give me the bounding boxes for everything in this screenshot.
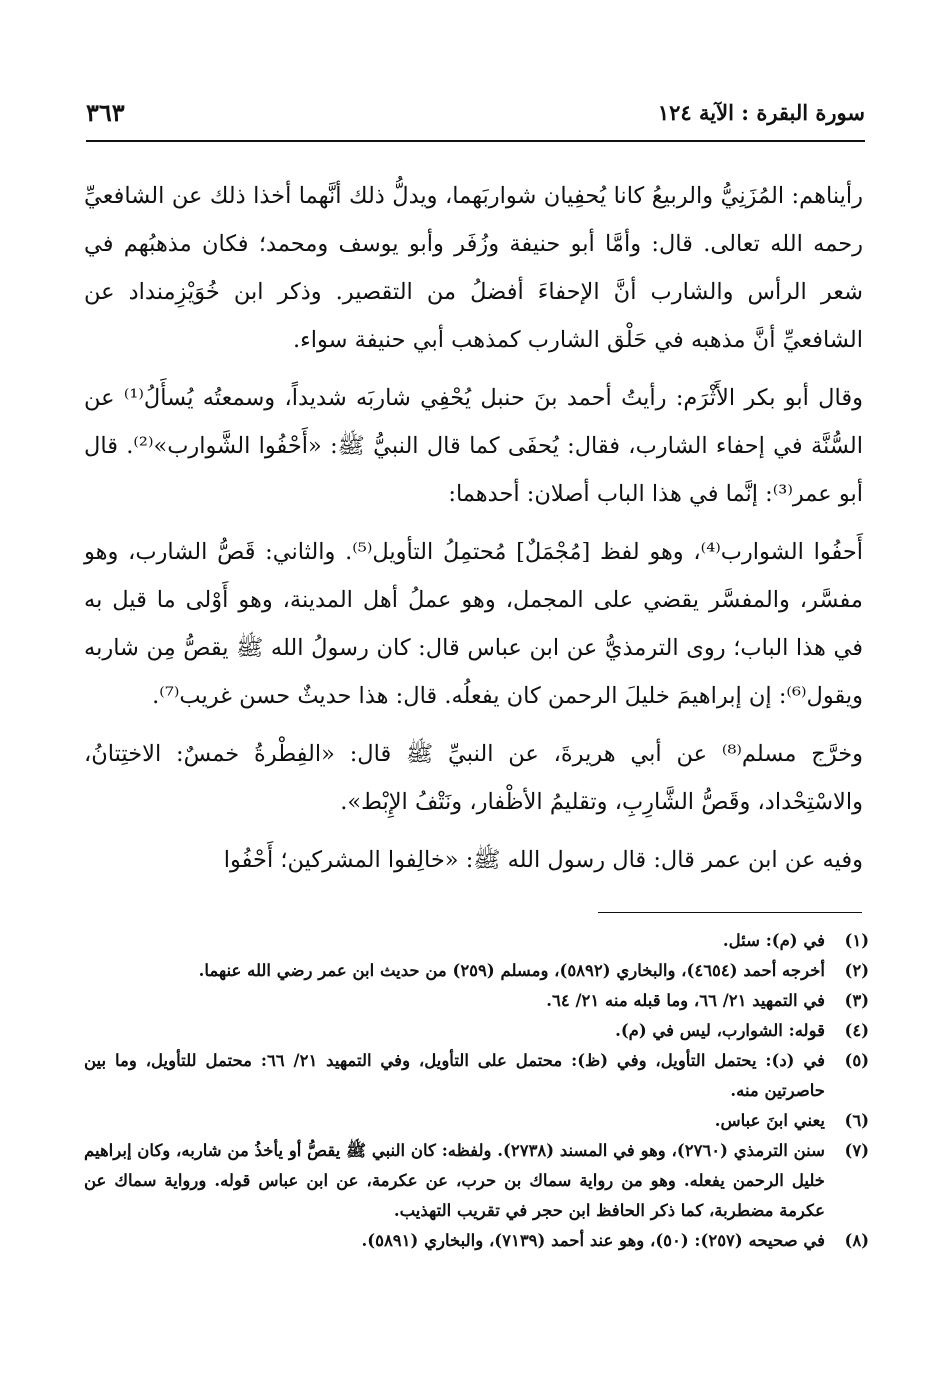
footnote-number: (٢) xyxy=(844,961,869,980)
footnote xyxy=(84,1226,869,1256)
paragraph: رأيناهم: المُزَنِيُّ والربيعُ كانا يُحفِيان شواربَهما، ويدلُّ ذلك أنَّهما أخذا ذلك عن الشافعيِّ رحمه الله تعالى. قال: وأمَّا أبو حنيفة وزُفَر وأبو يوسف ومحمد؛ فكان مذهبُهم في شعر الرأس والشارب أنَّ الإحفاءَ أفضلُ من التقصير. وذكر ابن خُوَيْزِمنداد عن الشافعيِّ أنَّ مذهبه في حَلْق الشارب كمذهب أبي حنيفة سواء. xyxy=(84,183,863,353)
footnote xyxy=(84,1136,869,1226)
footnote-number: (٣) xyxy=(844,991,869,1010)
footnote-text: يعني ابنَ عباس. xyxy=(714,1111,825,1130)
footnote xyxy=(84,1106,869,1136)
footnote-text: في صحيحه (٢٥٧): (٥٠)، وهو عند أحمد (٧١٣٩)، والبخاري (٥٨٩١). xyxy=(361,1231,825,1250)
footnote-number: (٨) xyxy=(844,1231,869,1250)
page-number: ٣٦٣ xyxy=(86,98,125,127)
footnote-number: (٦) xyxy=(844,1111,869,1130)
footnote-number: (٥) xyxy=(844,1051,869,1070)
paragraph: وقال أبو بكر الأَثْرَم: رأيتُ أحمد بنَ حنبل يُحْفِي شاربَه شديداً، وسمعتُه يُسأَلُ⁽¹⁾ عن السُّنَّة في إحفاء الشارب، فقال: يُحفَى كما قال النبيُّ ﷺ: «أَحْفُوا الشَّوارب»⁽²⁾. قال أبو عمر⁽³⁾: إنَّما في هذا الباب أصلان: أحدهما: xyxy=(84,385,863,507)
footnote-text: أخرجه أحمد (٤٦٥٤)، والبخاري (٥٨٩٢)، ومسلم (٢٥٩) من حديث ابن عمر رضي الله عنهما. xyxy=(198,961,825,980)
footnote-number: (٧) xyxy=(844,1141,869,1160)
footnote xyxy=(84,1046,869,1106)
footnote-text: في (د): يحتمل التأويل، وفي (ظ): محتمل على التأويل، وفي التمهيد ٢١/ ٦٦: محتمل للتأويل، وما بين حاصرتين منه. xyxy=(84,1051,825,1100)
footnotes xyxy=(84,926,869,1256)
footnote-text: في (م): سئل. xyxy=(722,931,825,950)
footnote-text: قوله: الشوارب، ليس في (م). xyxy=(615,1021,825,1040)
paragraph: أَحفُوا الشوارب⁽⁴⁾، وهو لفظ [مُجْمَلٌ] مُحتمِلُ التأويل⁽⁵⁾. والثاني: قَصُّ الشارب، وهو مفسَّر، والمفسَّر يقضي على المجمل، وهو عملُ أهل المدينة، وهو أَوْلى ما قيل به في هذا الباب؛ روى الترمذيُّ عن ابن عباس قال: كان رسولُ الله ﷺ يقصُّ مِن شاربه ويقول⁽⁶⁾: إن إبراهيمَ خليلَ الرحمن كان يفعلُه. قال: هذا حديثٌ حسن غريب⁽⁷⁾. xyxy=(84,539,863,709)
footnote-number: (٤) xyxy=(844,1021,869,1040)
footnote-number: (١) xyxy=(844,931,869,950)
footnote xyxy=(84,986,869,1016)
footnote-text: سنن الترمذي (٢٧٦٠)، وهو في المسند (٢٧٣٨). ولفظه: كان النبي ﷺ يقصُّ أو يأخذُ من شاربه، وكان إبراهيم خليل الرحمن يفعله. وهو من رواية سماك بن حرب، عن عكرمة، عن ابن عباس قوله. ورواية سماك عن عكرمة مضطربة، كما ذكر الحافظ ابن حجر في تقريب التهذيب. xyxy=(84,1141,825,1220)
footnote xyxy=(84,1016,869,1046)
footnote xyxy=(84,956,869,986)
footnote-text: في التمهيد ٢١/ ٦٦، وما قبله منه ٢١/ ٦٤. xyxy=(546,991,825,1010)
paragraph: وفيه عن ابن عمر قال: قال رسول الله ﷺ: «خالِفوا المشركين؛ أَحْفُوا xyxy=(223,847,863,873)
paragraph: وخرَّج مسلم⁽⁸⁾ عن أبي هريرةَ، عن النبيِّ ﷺ قال: «الفِطْرةُ خمسٌ: الاختِتانُ، والاسْتِحْداد، وقَصُّ الشَّارِبِ، وتقليمُ الأظْفار، ونَتْفُ الإِبْط». xyxy=(84,741,863,815)
main-text xyxy=(84,172,863,894)
footnote xyxy=(84,926,869,956)
footnote-separator xyxy=(598,912,862,913)
running-title: سورة البقرة : الآية ١٢٤ xyxy=(657,100,865,125)
page-header xyxy=(86,94,865,142)
